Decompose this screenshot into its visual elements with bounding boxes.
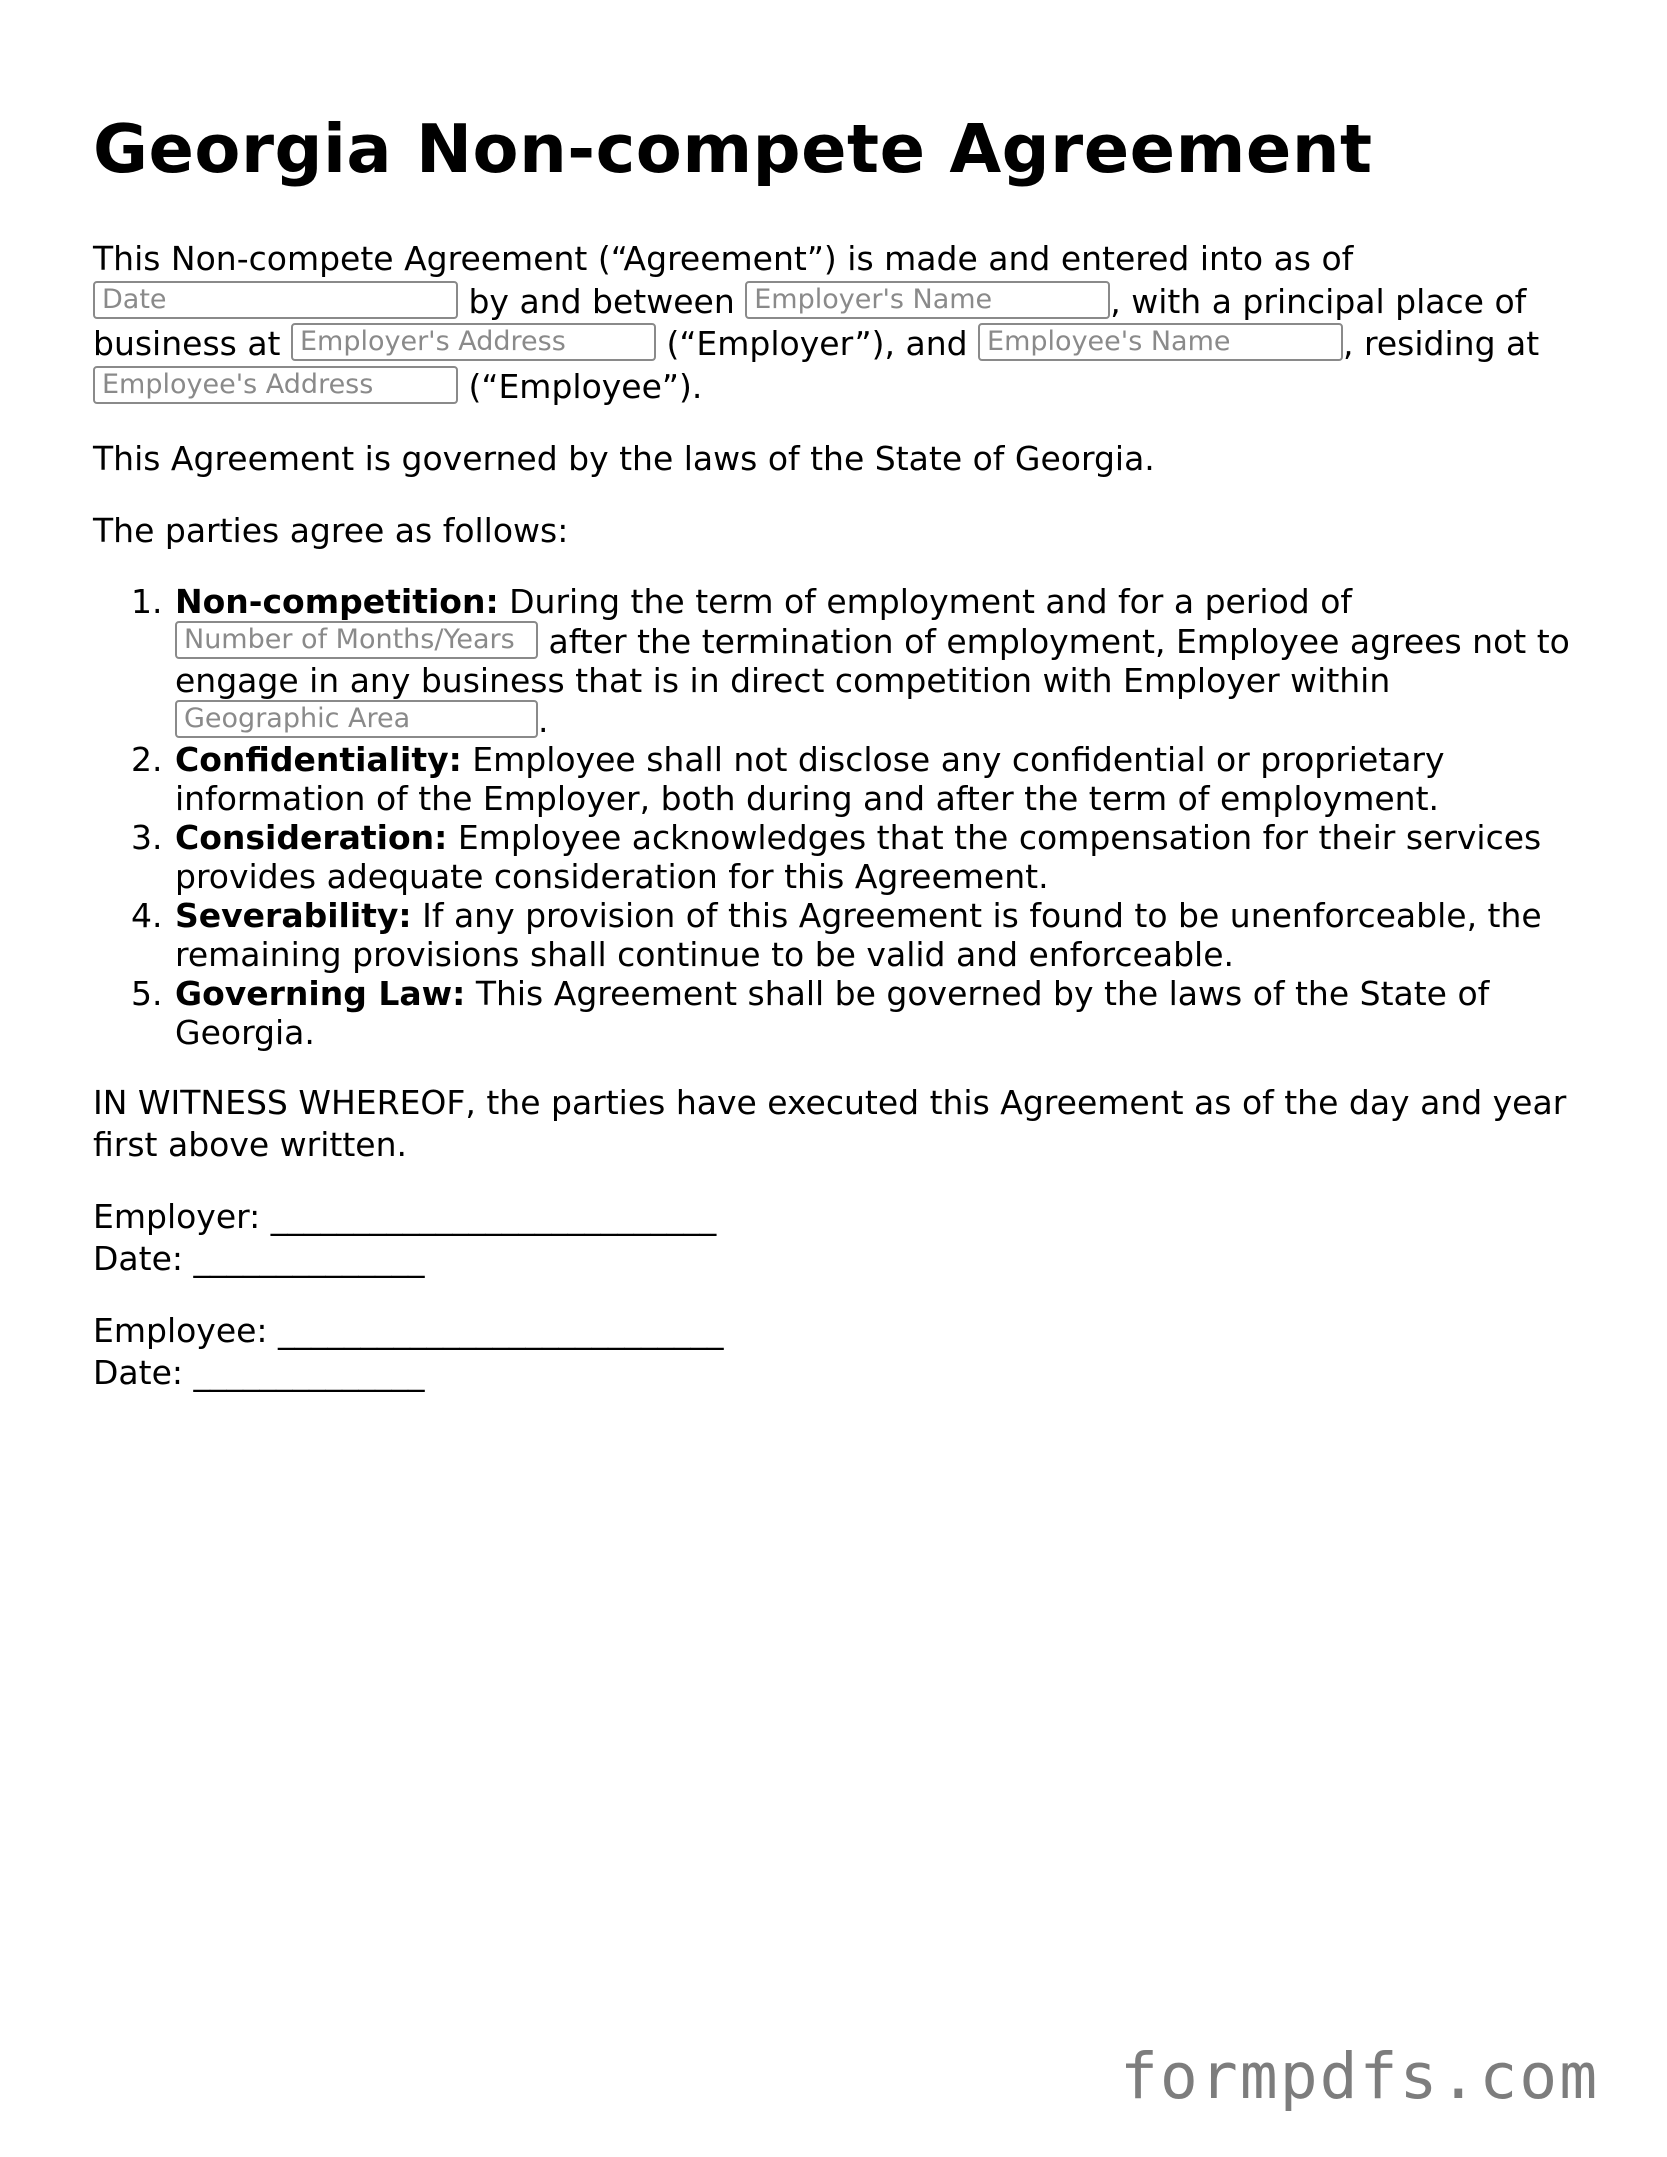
intro-text-5: , residing at: [1343, 324, 1540, 363]
clause-consideration: [173, 818, 1583, 896]
period-field[interactable]: Number of Months/Years: [175, 621, 538, 659]
employee-name-field[interactable]: Employee's Name: [978, 323, 1343, 361]
intro-text-3: , with a principal place of business at: [93, 281, 1527, 363]
employee-signature-line[interactable]: Employee: ___________________________: [93, 1311, 724, 1350]
governing-statement: This Agreement is governed by the laws of the State of Georgia.: [93, 439, 1155, 478]
intro-text-4: (“Employer”), and: [655, 324, 979, 363]
intro-text-1: This Non-compete Agreement (“Agreement”) is made and entered into as of: [93, 239, 1354, 278]
clause-term: Governing Law:: [175, 974, 466, 1013]
employer-signature-block: [93, 1196, 1583, 1280]
clause-severability: [173, 896, 1583, 974]
clause-text: This Agreement shall be governed by the laws of the State of Georgia.: [175, 974, 1490, 1052]
intro-text-6: (“Employee”).: [458, 366, 703, 406]
clause-text: If any provision of this Agreement is found to be unenforceable, the remaining provisions shall continue to be valid and enforceable.: [175, 896, 1542, 974]
document-title: Georgia Non-compete Agreement: [93, 110, 1373, 188]
clause-text: Employee shall not disclose any confidential or proprietary information of the Employer, both during and after the term of employment.: [175, 740, 1445, 818]
employee-signature-block: [93, 1310, 1583, 1394]
watermark: formpdfs.com: [1120, 2040, 1600, 2113]
witness-statement: IN WITNESS WHEREOF, the parties have executed this Agreement as of the day and year first above written.: [93, 1083, 1567, 1164]
clause-confidentiality: [173, 740, 1583, 818]
employer-signature-line[interactable]: Employer: ___________________________: [93, 1197, 717, 1236]
document-body: [93, 238, 1583, 1424]
employer-name-field[interactable]: Employer's Name: [745, 281, 1110, 319]
agree-statement: The parties agree as follows:: [93, 511, 569, 550]
clause-term: Confidentiality:: [175, 740, 462, 779]
clause-text: During the term of employment and for a period of: [498, 582, 1352, 621]
clause-term: Non-competition:: [175, 582, 499, 621]
employee-address-field[interactable]: Employee's Address: [93, 366, 458, 404]
clause-list: [93, 582, 1583, 1052]
signature-section: [93, 1196, 1583, 1394]
clause-text: after the termination of employment, Employee agrees not to engage in any business that is in direct competition with Employer within: [175, 622, 1570, 700]
clause-text: Employee acknowledges that the compensation for their services provides adequate consideration for this Agreement.: [175, 818, 1542, 896]
geographic-area-field[interactable]: Geographic Area: [175, 700, 538, 738]
employee-date-line[interactable]: Date: ______________: [93, 1353, 425, 1392]
clause-term: Consideration:: [175, 818, 448, 857]
clause-governing-law: [173, 974, 1583, 1052]
clause-text: .: [538, 701, 549, 740]
employer-date-line[interactable]: Date: ______________: [93, 1239, 425, 1278]
clause-non-competition: [173, 582, 1583, 740]
employer-address-field[interactable]: Employer's Address: [291, 323, 656, 361]
intro-text-2: by and between: [458, 281, 746, 321]
date-field[interactable]: Date: [93, 281, 458, 319]
clause-term: Severability:: [175, 896, 412, 935]
intro-paragraph: [93, 238, 1583, 408]
